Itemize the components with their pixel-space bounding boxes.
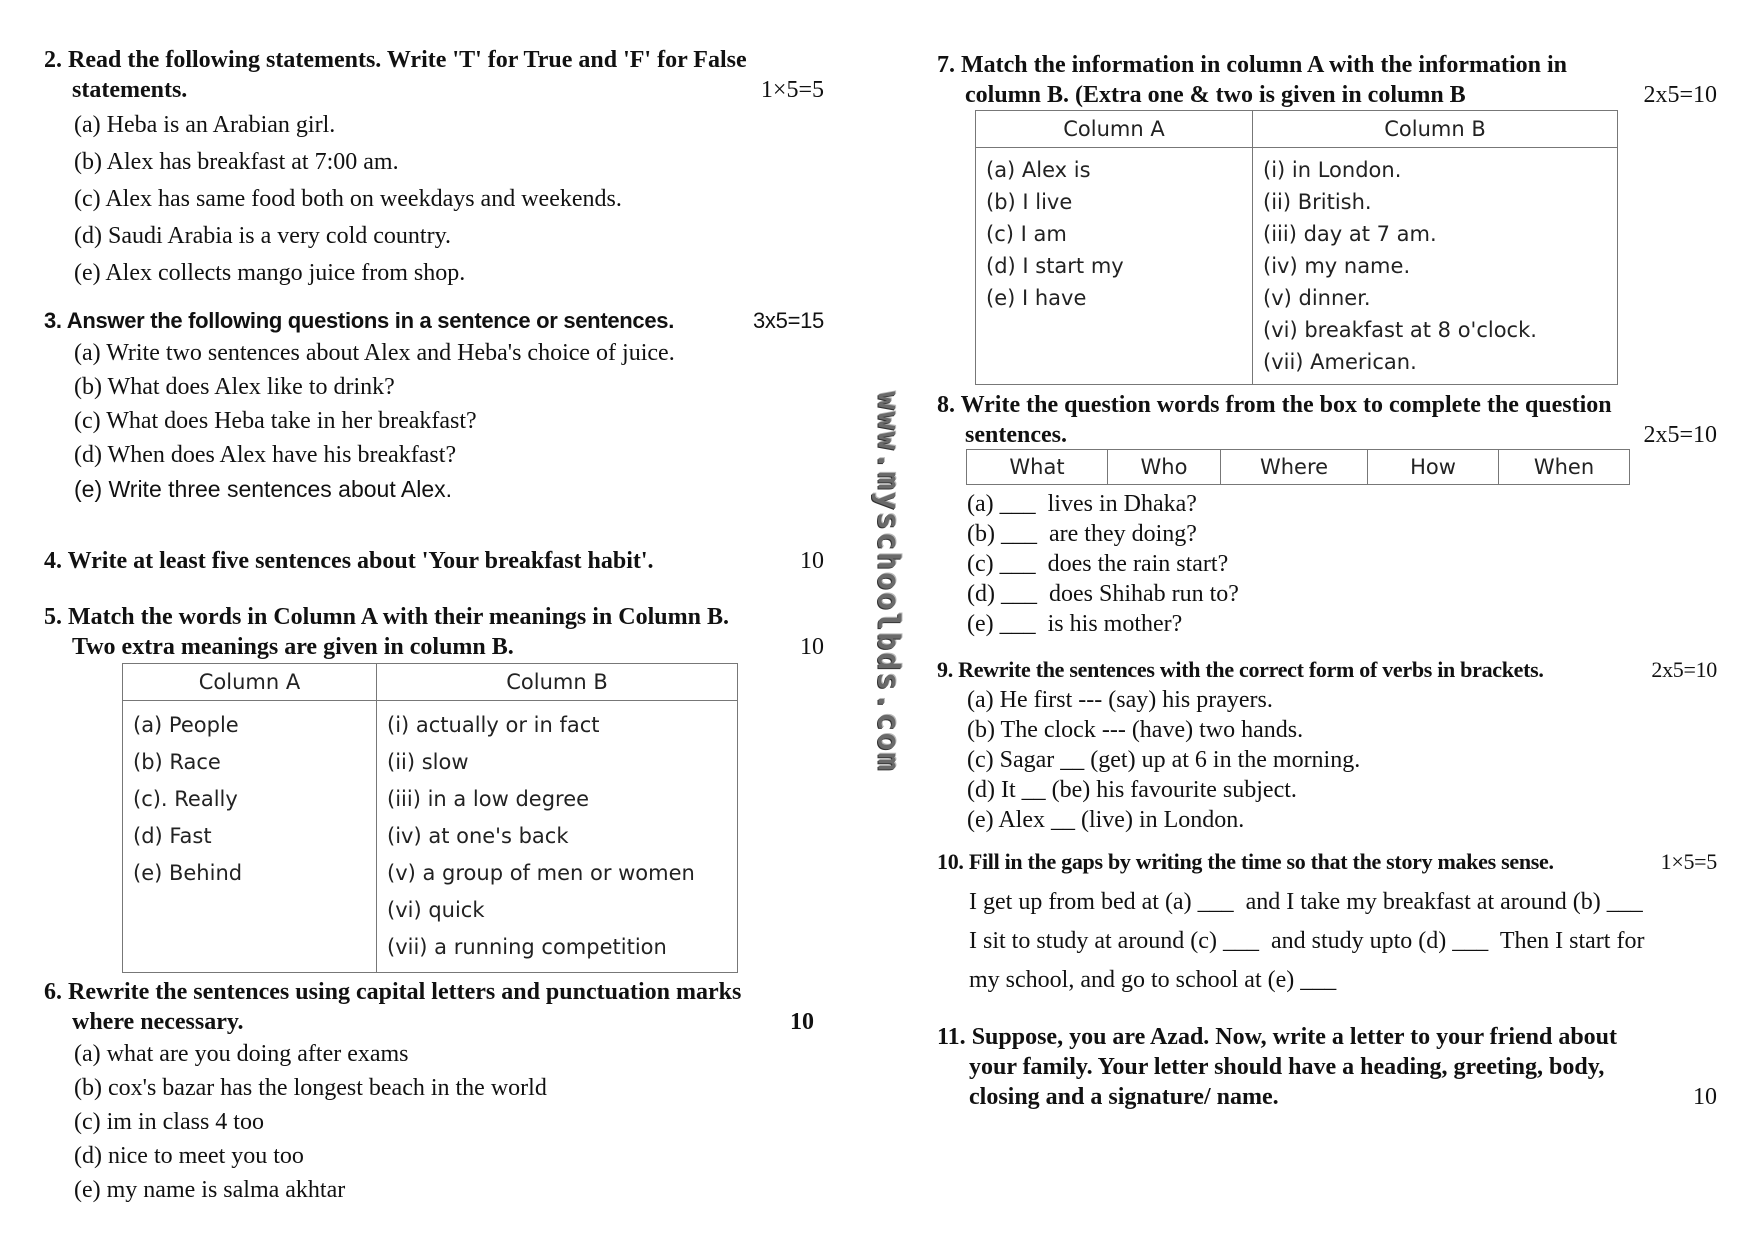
column-b-item: (vii) a running competition xyxy=(387,935,667,959)
column-b-item: (vi) quick xyxy=(387,898,485,922)
question-8-heading xyxy=(937,390,1717,450)
word-box-item: How xyxy=(1368,450,1499,485)
question-number: 10. xyxy=(937,849,964,874)
column-a-item: (d) I start my xyxy=(986,254,1124,278)
marks: 10 xyxy=(800,634,824,660)
story-line: I get up from bed at (a) ___ and I take my breakfast at around (b) ___ xyxy=(969,889,1643,915)
column-a-cell xyxy=(123,701,377,973)
question-title-cont: closing and a signature/ name. xyxy=(969,1084,1279,1110)
question-title: Suppose, you are Azad. Now, write a letter to your friend about xyxy=(971,1024,1618,1050)
list-item: (c) im in class 4 too xyxy=(74,1109,264,1135)
marks: 2x5=10 xyxy=(1651,657,1717,682)
marks: 3x5=15 xyxy=(753,308,824,333)
question-4-heading xyxy=(44,546,824,576)
column-a-header: Column A xyxy=(976,111,1253,148)
column-b-item: (ii) British. xyxy=(1263,190,1372,214)
list-item: (e) Alex __ (live) in London. xyxy=(967,807,1245,833)
list-item: (c) ___ does the rain start? xyxy=(967,551,1229,577)
list-item: (c) Sagar __ (get) up at 6 in the morning. xyxy=(967,747,1361,773)
question-9 xyxy=(937,655,1717,835)
question-title-cont: column B. (Extra one & two is given in column B xyxy=(965,82,1466,108)
list-item: (b) What does Alex like to drink? xyxy=(74,374,395,400)
question-4 xyxy=(44,546,824,576)
question-8-items xyxy=(937,489,1717,639)
list-item: (e) ___ is his mother? xyxy=(967,611,1183,637)
question-number: 6. xyxy=(44,979,62,1005)
list-item: (c) Alex has same food both on weekdays and weekends. xyxy=(74,186,622,212)
question-number: 4. xyxy=(44,548,62,574)
matching-table xyxy=(975,110,1618,385)
question-title: Match the words in Column A with their meanings in Column B. xyxy=(68,604,729,630)
column-a-item: (b) I live xyxy=(986,190,1073,214)
question-title: Fill in the gaps by writing the time so that the story makes sense. xyxy=(968,849,1554,874)
question-title: Write the question words from the box to complete the question xyxy=(960,392,1612,418)
column-a-item: (c) I am xyxy=(986,222,1067,246)
list-item: (e) Write three sentences about Alex. xyxy=(74,476,452,502)
question-number: 8. xyxy=(937,392,955,418)
marks: 2x5=10 xyxy=(1643,82,1717,108)
question-number: 11. xyxy=(937,1024,966,1050)
question-title: Answer the following questions in a sentence or sentences. xyxy=(66,308,675,333)
marks: 2x5=10 xyxy=(1643,422,1717,448)
list-item: (a) He first --- (say) his prayers. xyxy=(967,687,1273,713)
column-b-item: (iv) my name. xyxy=(1263,254,1411,278)
word-box-item: When xyxy=(1499,450,1630,485)
column-a-item: (a) Alex is xyxy=(986,158,1091,182)
list-item: (b) Alex has breakfast at 7:00 am. xyxy=(74,149,399,175)
marks: 1×5=5 xyxy=(1660,849,1717,874)
question-6-heading xyxy=(44,977,814,1037)
list-item: (e) my name is salma akhtar xyxy=(74,1177,346,1203)
question-title: Read the following statements. Write 'T' for True and 'F' for False xyxy=(68,47,747,73)
marks: 10 xyxy=(790,1009,814,1035)
watermark-text: www.myschoolbds.com xyxy=(870,391,906,773)
column-b-item: (ii) slow xyxy=(387,750,469,774)
column-a-item: (e) I have xyxy=(986,286,1087,310)
question-5 xyxy=(44,602,824,662)
column-b-item: (v) a group of men or women xyxy=(387,861,695,885)
column-b-header: Column B xyxy=(377,664,738,701)
question-6 xyxy=(44,977,814,1207)
question-10 xyxy=(937,847,1717,1000)
matching-table xyxy=(122,663,738,973)
question-7 xyxy=(937,50,1717,110)
marks: 1×5=5 xyxy=(760,77,824,103)
marks: 10 xyxy=(800,548,824,574)
column-a-item: (e) Behind xyxy=(133,861,243,885)
column-a-item: (d) Fast xyxy=(133,824,212,848)
list-item: (d) nice to meet you too xyxy=(74,1143,304,1169)
column-b-item: (iii) day at 7 am. xyxy=(1263,222,1437,246)
question-8 xyxy=(937,390,1717,450)
question-2-heading xyxy=(44,45,824,105)
question-7-heading xyxy=(937,50,1717,110)
list-item: (d) It __ (be) his favourite subject. xyxy=(967,777,1297,803)
column-a-item: (b) Race xyxy=(133,750,221,774)
story-line: I sit to study at around (c) ___ and study upto (d) ___ Then I start for xyxy=(969,928,1645,954)
question-number: 5. xyxy=(44,604,62,630)
word-box-item: Where xyxy=(1221,450,1368,485)
question-number: 9. xyxy=(937,657,953,682)
list-item: (d) Saudi Arabia is a very cold country. xyxy=(74,223,452,249)
column-b-cell xyxy=(1253,148,1618,385)
list-item: (e) Alex collects mango juice from shop. xyxy=(74,260,466,286)
question-10-heading xyxy=(937,847,1717,877)
question-3 xyxy=(44,306,824,506)
list-item: (b) ___ are they doing? xyxy=(967,521,1197,547)
column-b-item: (vii) American. xyxy=(1263,350,1417,374)
question-title-cont: your family. Your letter should have a heading, greeting, body, xyxy=(969,1054,1605,1080)
question-number: 2. xyxy=(44,47,62,73)
word-box-item: Who xyxy=(1108,450,1221,485)
question-title-cont: sentences. xyxy=(965,422,1067,448)
column-a-item: (c). Really xyxy=(133,787,238,811)
column-b-item: (iv) at one's back xyxy=(387,824,569,848)
question-3-heading xyxy=(44,306,824,336)
marks: 10 xyxy=(1693,1084,1717,1110)
word-box xyxy=(966,449,1630,485)
list-item: (a) Heba is an Arabian girl. xyxy=(74,112,336,138)
question-title: Rewrite the sentences using capital letters and punctuation marks xyxy=(68,979,742,1005)
column-b-item: (i) in London. xyxy=(1263,158,1402,182)
column-a-cell xyxy=(976,148,1253,385)
list-item: (d) When does Alex have his breakfast? xyxy=(74,442,457,468)
column-b-item: (iii) in a low degree xyxy=(387,787,590,811)
list-item: (a) what are you doing after exams xyxy=(74,1041,409,1067)
question-11-heading xyxy=(937,1022,1717,1112)
question-9-heading xyxy=(937,655,1717,685)
list-item: (a) ___ lives in Dhaka? xyxy=(967,491,1197,517)
list-item: (b) The clock --- (have) two hands. xyxy=(967,717,1304,743)
question-title-cont: statements. xyxy=(72,77,188,103)
column-b-item: (vi) breakfast at 8 o'clock. xyxy=(1263,318,1537,342)
column-a-header: Column A xyxy=(123,664,377,701)
question-title-cont: Two extra meanings are given in column B. xyxy=(72,634,514,660)
column-b-cell xyxy=(377,701,738,973)
story-line: my school, and go to school at (e) ___ xyxy=(969,967,1337,993)
word-box-item: What xyxy=(967,450,1108,485)
question-2 xyxy=(44,45,824,292)
column-b-item: (i) actually or in fact xyxy=(387,713,600,737)
question-number: 3. xyxy=(44,308,62,333)
question-number: 7. xyxy=(937,52,955,78)
column-b-item: (v) dinner. xyxy=(1263,286,1371,310)
column-a-item: (a) People xyxy=(133,713,239,737)
question-title: Match the information in column A with the information in xyxy=(961,52,1568,78)
list-item: (d) ___ does Shihab run to? xyxy=(967,581,1239,607)
watermark xyxy=(868,352,908,812)
question-5-heading xyxy=(44,602,824,662)
question-title: Rewrite the sentences with the correct form of verbs in brackets. xyxy=(958,657,1544,682)
question-title-cont: where necessary. xyxy=(72,1009,244,1035)
question-11 xyxy=(937,1022,1717,1112)
list-item: (b) cox's bazar has the longest beach in the world xyxy=(74,1075,547,1101)
question-title: Write at least five sentences about 'Your breakfast habit'. xyxy=(67,548,654,574)
list-item: (a) Write two sentences about Alex and Heba's choice of juice. xyxy=(74,340,675,366)
column-b-header: Column B xyxy=(1253,111,1618,148)
list-item: (c) What does Heba take in her breakfast? xyxy=(74,408,477,434)
